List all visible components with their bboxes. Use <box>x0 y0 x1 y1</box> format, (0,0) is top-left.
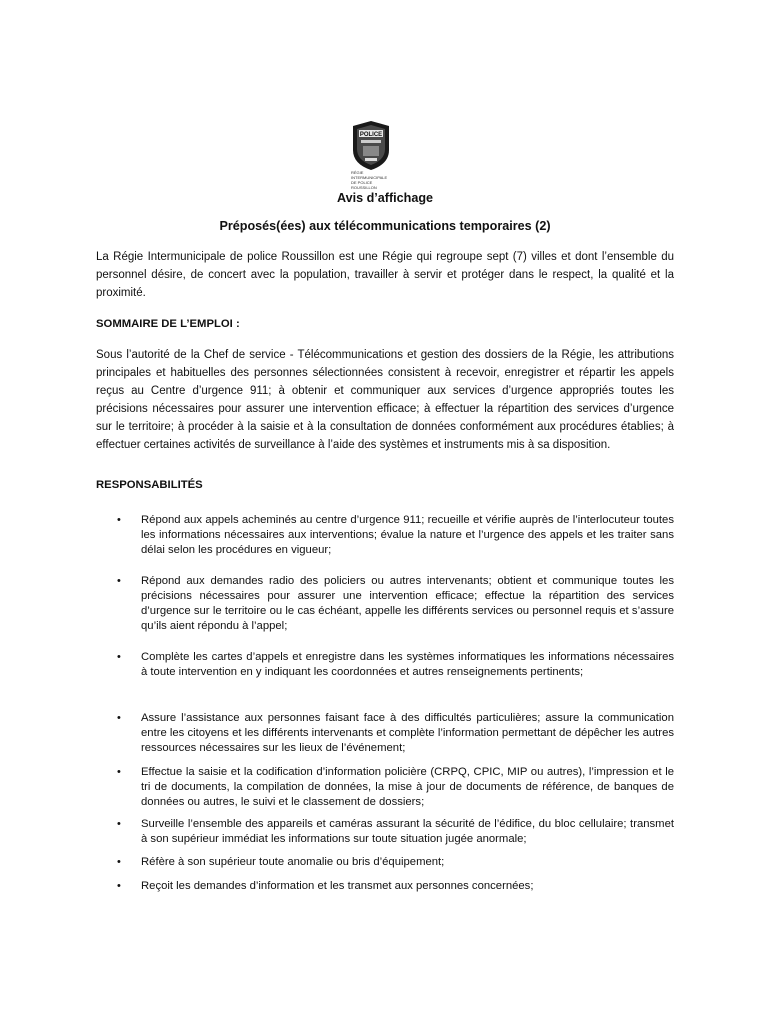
summary-heading: SOMMAIRE DE L’EMPLOI : <box>96 318 240 330</box>
bullet-icon: • <box>117 856 121 868</box>
list-item-text: Répond aux demandes radio des policiers ou autres intervenants; obtient et communique toutes les précisions nécessaires pour assurer une intervention efficace; effectue la répartition des services d’urgence sur le territoire ou le cas échéant, appelle les différents services ou personnel requis et s’assure qu’ils aient répondu à l’appel; <box>141 575 674 632</box>
page-subtitle: Préposés(ées) aux télécommunications temporaires (2) <box>219 219 551 233</box>
page-title: Avis d’affichage <box>336 191 434 205</box>
bullet-icon: • <box>117 712 121 724</box>
list-item-text: Réfère à son supérieur toute anomalie ou bris d’équipement; <box>141 856 445 868</box>
logo-caption <box>351 170 393 190</box>
bullet-icon: • <box>117 818 121 830</box>
bullet-icon: • <box>117 880 121 892</box>
logo-caption-line-2: DE POLICE ROUSSILLON <box>351 180 377 190</box>
bullet-icon: • <box>117 514 121 526</box>
list-item-text: Assure l’assistance aux personnes faisant face à des difficultés particulières; assure la communication entre les citoyens et les différents intervenants et complète l’information permettant de dépêcher les autres ressources nécessaires sur les lieux de l’événement; <box>141 712 674 754</box>
responsibilities-heading: RESPONSABILITÉS <box>96 479 203 491</box>
bullet-icon: • <box>117 575 121 587</box>
list-item-text: Complète les cartes d’appels et enregistre dans les systèmes informatiques les informations nécessaires à toute intervention en y indiquant les coordonnées et autres renseignements pertinents; <box>141 651 674 678</box>
intro-paragraph: La Régie Intermunicipale de police Roussillon est une Régie qui regroupe sept (7) villes et dont l’ensemble du personnel désire, de concert avec la population, travailler à servir et protéger dans le respect, la qualité et la proximité. <box>96 251 674 299</box>
summary-paragraph: Sous l’autorité de la Chef de service - Télécommunications et gestion des dossiers de la Régie, les attributions principales et habituelles des personnes sélectionnées consistent à recevoir, enregistrer et répartir les appels reçus au Centre d’urgence 911; à obtenir et communiquer aux services d’urgence appropriés toutes les précisions nécessaires pour assurer une intervention efficace; à effectuer la répartition des services d’urgence sur le territoire; à procéder à la saisie et à la consultation de données conformément aux procédures établies; à effectuer certaines activités de surveillance à l’aide des systèmes et instruments mis à sa disposition. <box>96 349 674 451</box>
logo-badge-text: POLICE <box>359 132 383 138</box>
logo-caption-line-1: RÉGIE INTERMUNICIPALE <box>351 170 388 180</box>
list-item-text: Répond aux appels acheminés au centre d’urgence 911; recueille et vérifie auprès de l’interlocuteur toutes les informations nécessaires aux interventions; évalue la nature et l’urgence des appels et les traiter sans délai selon les procédures en vigueur; <box>141 514 674 556</box>
bullet-icon: • <box>117 651 121 663</box>
list-item-text: Surveille l’ensemble des appareils et caméras assurant la sécurité de l’édifice, du bloc cellulaire; transmet à son supérieur immédiat les informations sur toute situation jugée anormale; <box>141 818 674 845</box>
bullet-icon: • <box>117 766 121 778</box>
list-item-text: Reçoit les demandes d’information et les transmet aux personnes concernées; <box>141 880 534 892</box>
list-item-text: Effectue la saisie et la codification d’information policière (CRPQ, CPIC, MIP ou autres), l’impression et le tri de documents, la compilation de données, la mise à jour de documents de référence, de banques de données ou autres, le suivi et le classement de dossiers; <box>141 766 674 808</box>
